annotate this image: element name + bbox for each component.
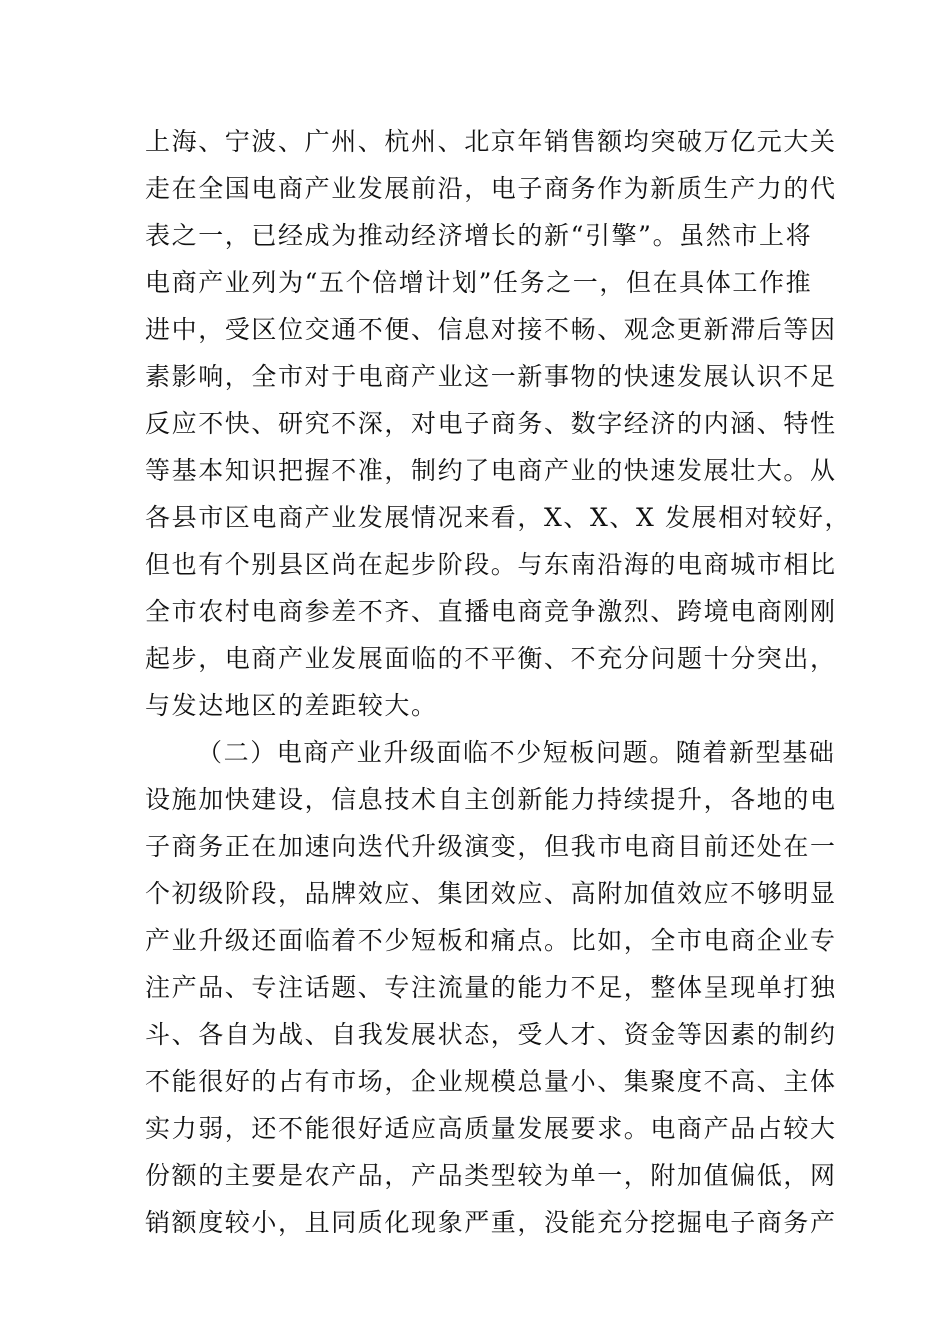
text-line: 起步，电商产业发展面临的不平衡、不充分问题十分突出，: [145, 644, 837, 673]
text-line: 斗、各自为战、自我发展状态，受人才、资金等因素的制约: [145, 1020, 837, 1049]
text-line: 设施加快建设，信息技术自主创新能力持续提升，各地的电: [145, 785, 837, 814]
text-line: 与发达地区的差距较大。: [145, 691, 438, 720]
section-heading-line: （二）电商产业升级面临不少短板问题。随着新型基础: [197, 738, 836, 767]
text-line: 产业升级还面临着不少短板和痛点。比如，全市电商企业专: [145, 926, 837, 955]
text-line: 走在全国电商产业发展前沿，电子商务作为新质生产力的代: [145, 174, 837, 203]
text-line: 全市农村电商参差不齐、直播电商竞争激烈、跨境电商刚刚: [145, 597, 837, 626]
text-line: 销额度较小，且同质化现象严重，没能充分挖掘电子商务产: [145, 1208, 837, 1237]
text-line: 各县市区电商产业发展情况来看，X、X、X 发展相对较好，: [145, 503, 852, 532]
text-line: 份额的主要是农产品，产品类型较为单一，附加值偏低，网: [145, 1161, 837, 1190]
text-line: 个初级阶段，品牌效应、集团效应、高附加值效应不够明显: [145, 879, 837, 908]
text-line: 实力弱，还不能很好适应高质量发展要求。电商产品占较大: [145, 1114, 837, 1143]
text-line: 不能很好的占有市场，企业规模总量小、集聚度不高、主体: [145, 1067, 837, 1096]
text-line: 等基本知识把握不准，制约了电商产业的快速发展壮大。从: [145, 456, 837, 485]
text-line: 反应不快、研究不深，对电子商务、数字经济的内涵、特性: [145, 409, 837, 438]
text-line: 上海、宁波、广州、杭州、北京年销售额均突破万亿元大关: [145, 127, 837, 156]
body-text: [145, 118, 852, 1246]
text-line: 电商产业列为“五个倍增计划”任务之一，但在具体工作推: [145, 268, 813, 297]
text-line: 素影响，全市对于电商产业这一新事物的快速发展认识不足: [145, 362, 837, 391]
text-line: 子商务正在加速向迭代升级演变，但我市电商目前还处在一: [145, 832, 837, 861]
text-line: 但也有个别县区尚在起步阶段。与东南沿海的电商城市相比: [145, 550, 837, 579]
text-line: 进中，受区位交通不便、信息对接不畅、观念更新滞后等因: [145, 315, 837, 344]
text-line: 表之一，已经成为推动经济增长的新“引擎”。虽然市上将: [145, 221, 813, 250]
text-line: 注产品、专注话题、专注流量的能力不足，整体呈现单打独: [145, 973, 837, 1002]
